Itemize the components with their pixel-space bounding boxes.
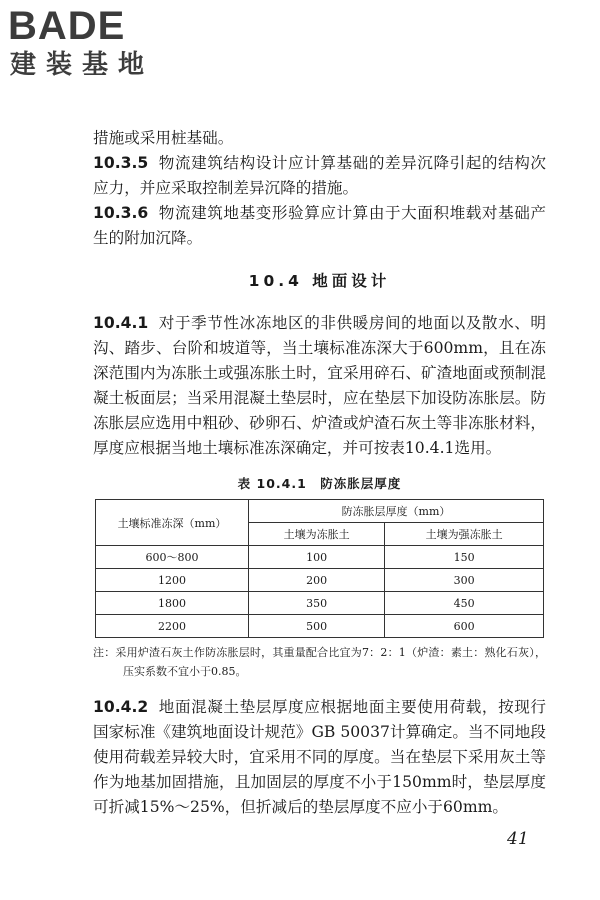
table-header-strong-frost: 土壤为强冻胀土 xyxy=(385,523,544,546)
table-title: 表 10.4.1 防冻胀层厚度 xyxy=(237,476,402,491)
clause-number: 10.4.2 xyxy=(93,698,149,716)
table-cell: 1200 xyxy=(96,569,249,592)
clause-number: 10.3.6 xyxy=(93,204,149,222)
table-cell: 600 xyxy=(385,615,544,638)
logo xyxy=(8,4,188,84)
clause-10-3-6 xyxy=(93,201,546,251)
page-number: 41 xyxy=(507,829,529,849)
table-row xyxy=(96,592,544,615)
table-row xyxy=(96,546,544,569)
logo-subtitle: 建装基地 xyxy=(10,50,155,80)
clause-text: 物流建筑结构设计应计算基础的差异沉降引起的结构次应力，并应采取控制差异沉降的措施。 xyxy=(93,154,546,197)
clause-text: 物流建筑地基变形验算应计算由于大面积堆载对基础产生的附加沉降。 xyxy=(93,204,546,247)
logo-text: BADE xyxy=(8,4,126,48)
table-note: 注：采用炉渣石灰土作防冻胀层时，其重量配合比宜为7：2：1（炉渣：素土：熟化石灰），压实系数不宜小于0.85。 xyxy=(93,646,546,678)
clause-10-4-1 xyxy=(93,311,546,461)
table-header-group: 防冻胀层厚度（mm） xyxy=(249,500,544,523)
table-cell: 1800 xyxy=(96,592,249,615)
clause-text: 地面混凝土垫层厚度应根据地面主要使用荷载，按现行国家标准《建筑地面设计规范》GB 50037计算确定。当不同地段使用荷载差异较大时，宜采用不同的厚度。当在垫层下采用灰土等作为地基加固措施，且加固层的厚度不小于150mm时，垫层厚度可折减15%～25%，但折减后的垫层厚度不应小于60mm。 xyxy=(93,698,546,816)
clause-number: 10.3.5 xyxy=(93,154,149,172)
table-header-depth: 土壤标准冻深（mm） xyxy=(96,500,249,546)
table-cell: 300 xyxy=(385,569,544,592)
table-header-frost: 土壤为冻胀土 xyxy=(249,523,385,546)
table-cell: 350 xyxy=(249,592,385,615)
frost-protection-table xyxy=(95,499,544,638)
table-row xyxy=(96,615,544,638)
clause-10-4-2 xyxy=(93,695,546,820)
table-cell: 450 xyxy=(385,592,544,615)
clause-10-3-5 xyxy=(93,151,546,201)
paragraph-continuation: 措施或采用桩基础。 xyxy=(93,129,234,147)
clause-number: 10.4.1 xyxy=(93,314,149,332)
table-cell: 200 xyxy=(249,569,385,592)
table-cell: 2200 xyxy=(96,615,249,638)
section-title: 10.4 地面设计 xyxy=(248,272,391,290)
table-cell: 100 xyxy=(249,546,385,569)
table-cell: 500 xyxy=(249,615,385,638)
clause-text: 对于季节性冰冻地区的非供暖房间的地面以及散水、明沟、踏步、台阶和坡道等，当土壤标准冻深大于600mm，且在冻深范围内为冻胀土或强冻胀土时，宜采用碎石、矿渣地面或预制混凝土板面层；当采用混凝土垫层时，应在垫层下加设防冻胀层。防冻胀层应选用中粗砂、砂卵石、炉渣或炉渣石灰土等非冻胀材料，厚度应根据当地土壤标准冻深确定，并可按表10.4.1选用。 xyxy=(93,314,546,457)
table-cell: 150 xyxy=(385,546,544,569)
table-cell: 600～800 xyxy=(96,546,249,569)
table-row xyxy=(96,569,544,592)
page-content xyxy=(93,126,546,820)
